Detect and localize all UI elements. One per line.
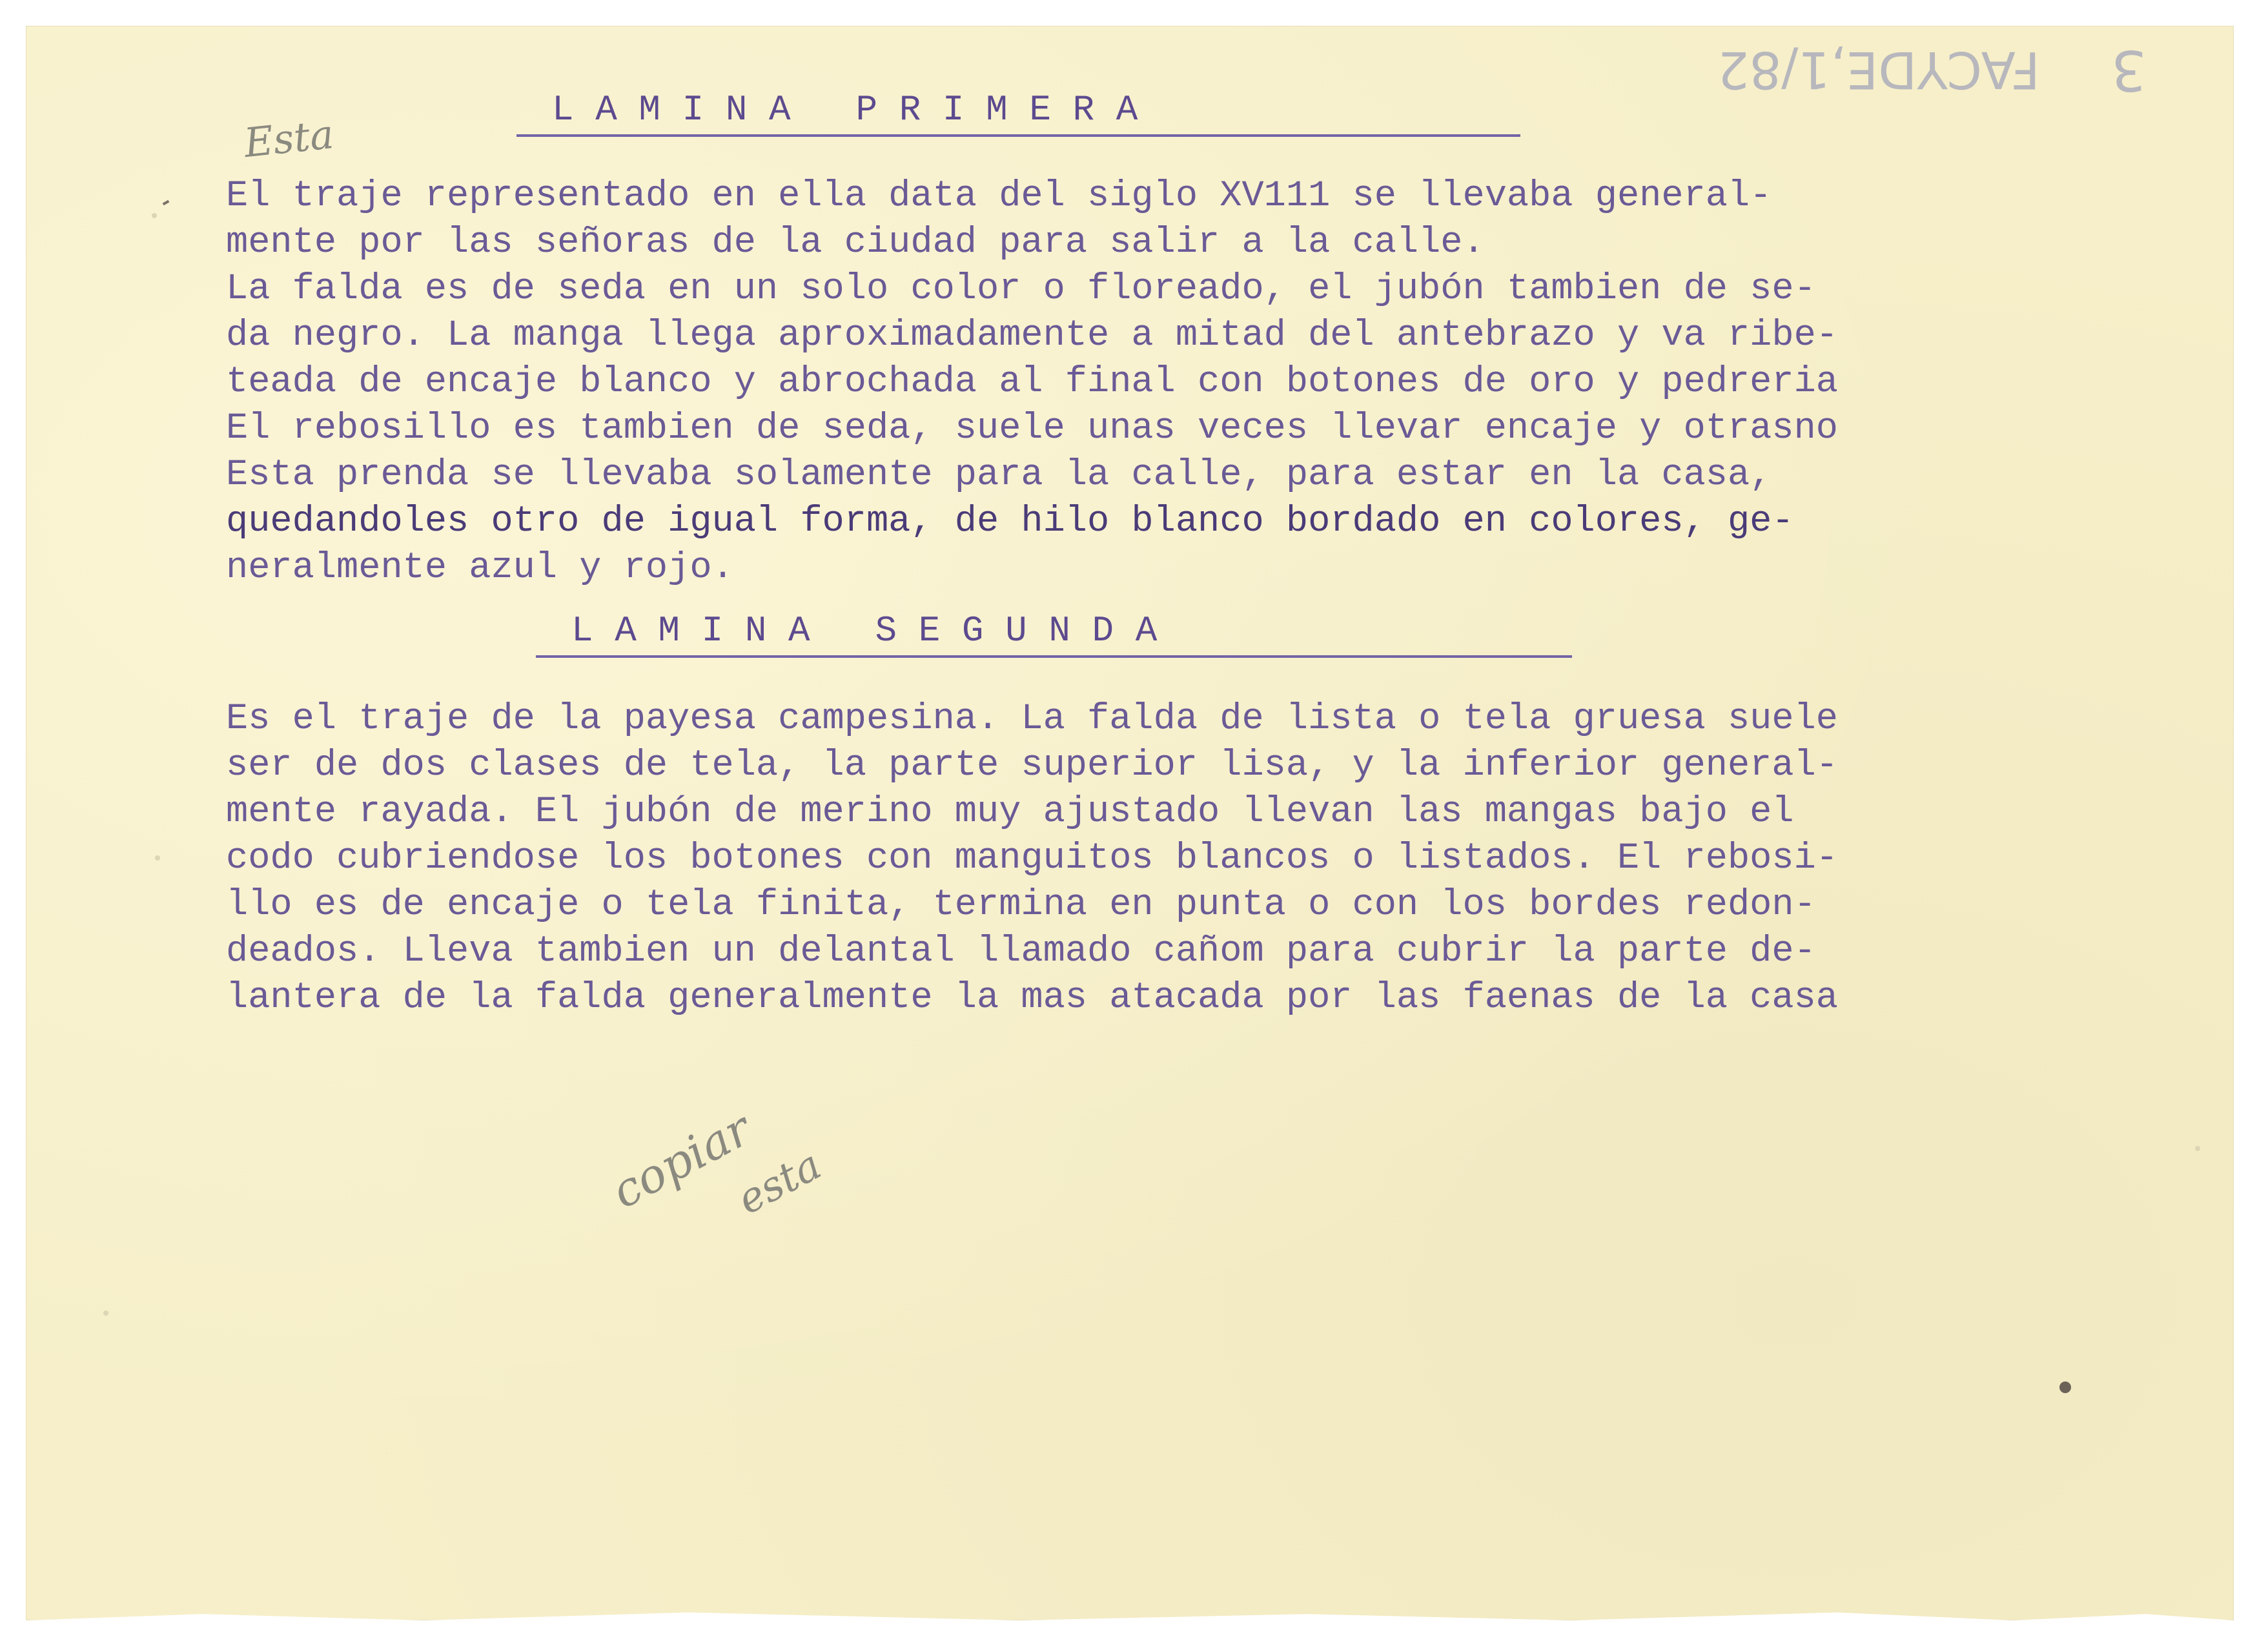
text-line: da negro. La manga llega aproximadamente a mitad del antebrazo y va ribe- (226, 315, 1839, 356)
section-heading-lamina-primera: L A M I N A P R I M E R A (552, 89, 1138, 130)
text-line: Es el traje de la payesa campesina. La falda de lista o tela gruesa suele (226, 699, 1839, 740)
handwritten-note-copiar: copiar (602, 1101, 760, 1219)
text-line: El traje representado en ella data del siglo XV111 se llevaba general- (226, 176, 1772, 217)
text-line: llo es de encaje o tela finita, termina en punta o con los bordes redon- (226, 884, 1816, 926)
heading-underline (516, 134, 1520, 137)
text-line: teada de encaje blanco y abrochada al final con botones de oro y pedreria (226, 362, 1839, 403)
section-heading-lamina-segunda: L A M I N A S E G U N D A (571, 610, 1158, 651)
text-line: mente por las señoras de la ciudad para salir a la calle. (226, 222, 1485, 263)
text-line: deados. Lleva tambien un delantal llamado cañom para cubrir la parte de- (226, 931, 1816, 972)
heading-underline (536, 655, 1572, 658)
text-line: neralmente azul y rojo. (226, 547, 734, 589)
ink-spot (2059, 1382, 2071, 1393)
text-line: El rebosillo es tambien de seda, suele unas veces llevar encaje y otrasno (226, 408, 1839, 449)
archive-reference: FACYDE,1/82 (1717, 40, 2040, 98)
handwritten-note-esta: Esta (241, 110, 336, 167)
text-line: La falda es de seda en un solo color o floreado, el jubón tambien de se- (226, 269, 1816, 310)
text-line: quedandoles otro de igual forma, de hilo blanco bordado en colores, ge- (226, 501, 1794, 542)
handwritten-note-esta-2: esta (730, 1141, 830, 1225)
text-line: codo cubriendose los botones con manguitos blancos o listados. El rebosi- (226, 838, 1839, 879)
text-line: mente rayada. El jubón de merino muy ajustado llevan las mangas bajo el (226, 791, 1794, 833)
text-line: lantera de la falda generalmente la mas atacada por las faenas de la casa (226, 977, 1839, 1019)
page-number: 3 (2111, 37, 2147, 102)
text-line: Esta prenda se llevaba solamente para la calle, para estar en la casa, (226, 454, 1772, 496)
text-line: ser de dos clases de tela, la parte superior lisa, y la inferior general- (226, 745, 1839, 786)
